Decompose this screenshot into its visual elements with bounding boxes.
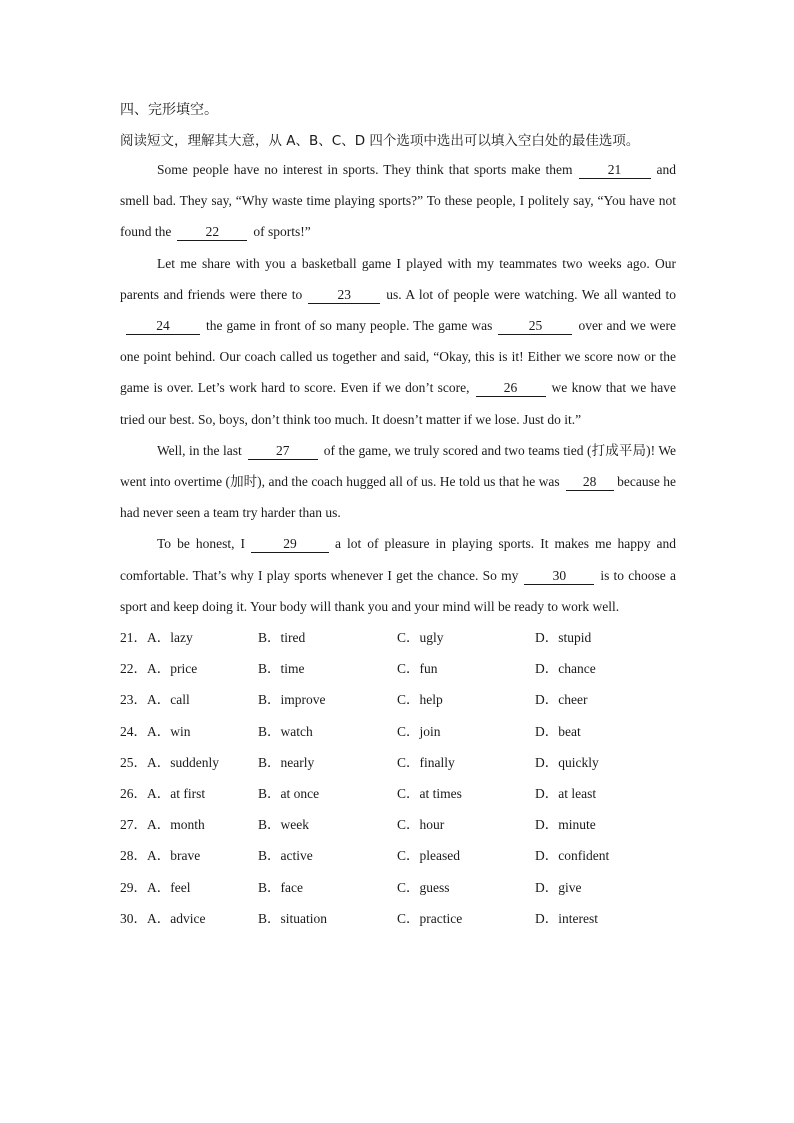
option-a: 22．A．price [120, 661, 198, 677]
option-d: D．cheer [535, 692, 588, 708]
blank-23: 23 [308, 287, 380, 304]
text: Well, in the last [157, 442, 242, 458]
text: of sports!” [253, 224, 311, 240]
worksheet-page [120, 96, 676, 934]
blank-29: 29 [251, 536, 329, 553]
option-b: B．watch [258, 723, 313, 739]
question-row-21 [120, 622, 676, 653]
text: of the game, we truly scored and two teams tied (打成平局)! We went into overtime (加时), and the coach hugged all of us. He told us that he was [120, 442, 676, 490]
option-b: B．at once [258, 785, 320, 801]
text: a lot of pleasure in playing sports. It makes me happy and comfortable. That’s why I play sports whenever I get the chance. So my [120, 536, 676, 583]
option-c: C．join [397, 723, 441, 739]
option-c: C．hour [397, 817, 445, 833]
question-row-27 [120, 809, 676, 840]
question-row-23 [120, 684, 676, 715]
option-b: B．week [258, 817, 309, 833]
option-d: D．stupid [535, 630, 592, 646]
options-list [120, 622, 676, 934]
text: we know that we have tried our best. So, boys, don’t think too much. It doesn’t matter if we lose. Just do it.” [120, 380, 676, 427]
question-row-30 [120, 903, 676, 934]
option-d: D．confident [535, 848, 610, 864]
section-title: 四、完形填空。 [120, 102, 218, 118]
option-c: C．at times [397, 785, 462, 801]
blank-27: 27 [248, 443, 318, 460]
option-a: 28．A．brave [120, 848, 201, 864]
option-d: D．at least [535, 785, 597, 801]
option-b: B．face [258, 879, 303, 895]
option-d: D．quickly [535, 754, 599, 770]
text: us. A lot of people were watching. We all wanted to [386, 286, 676, 302]
option-b: B．improve [258, 692, 326, 708]
option-a: 21．A．lazy [120, 630, 193, 646]
blank-30: 30 [524, 568, 594, 585]
text: is to choose a sport and keep doing it. Your body will thank you and your mind will be ready to work well. [120, 567, 676, 614]
text: over and we were one point behind. Our coach called us together and said, “Okay, this is it! Either we score now or the game is over. Let’s work hard to score. Even if we don’t score, [120, 318, 677, 396]
blank-26: 26 [476, 380, 546, 397]
blank-25: 25 [498, 318, 572, 335]
option-d: D．interest [535, 910, 598, 926]
question-row-28 [120, 840, 676, 871]
text: the game in front of so many people. The game was [206, 318, 493, 334]
question-row-24 [120, 716, 676, 747]
option-b: B．active [258, 848, 313, 864]
option-c: C．fun [397, 661, 438, 677]
blank-24: 24 [126, 318, 200, 335]
option-d: D．beat [535, 723, 581, 739]
option-a: 27．A．month [120, 817, 205, 833]
paragraph-1 [120, 154, 676, 248]
question-row-22 [120, 653, 676, 684]
question-row-25 [120, 747, 676, 778]
paragraph-4 [120, 528, 676, 622]
text: To be honest, I [157, 536, 245, 552]
option-c: C．finally [397, 754, 455, 770]
option-a: 30．A．advice [120, 910, 206, 926]
text: and smell bad. They say, “Why waste time playing sports?” To these people, I politely say, “You have not found the [120, 162, 676, 240]
option-c: C．practice [397, 910, 463, 926]
option-c: C．ugly [397, 630, 444, 646]
option-a: 26．A．at first [120, 785, 206, 801]
text: Let me share with you a basketball game I played with my teammates two weeks ago. Our parents and friends were there to [120, 255, 676, 302]
option-d: D．give [535, 879, 582, 895]
option-b: B．nearly [258, 754, 315, 770]
instruction-text: 阅读短文，理解其大意，从 A、B、C、D 四个选项中选出可以填入空白处的最佳选项。 [120, 133, 640, 149]
option-d: D．minute [535, 817, 596, 833]
blank-28: 28 [566, 474, 614, 491]
text: because he had never seen a team try harder than us. [120, 474, 677, 521]
question-row-26 [120, 778, 676, 809]
option-b: B．time [258, 661, 305, 677]
option-c: C．help [397, 692, 443, 708]
text: Some people have no interest in sports. They think that sports make them [157, 162, 573, 177]
option-a: 23．A．call [120, 692, 190, 708]
option-a: 24．A．win [120, 723, 191, 739]
option-a: 25．A．suddenly [120, 754, 219, 770]
blank-22: 22 [177, 224, 247, 241]
option-b: B．tired [258, 630, 306, 646]
option-c: C．pleased [397, 848, 460, 864]
paragraph-2 [120, 248, 676, 435]
paragraph-3 [120, 435, 676, 529]
option-a: 29．A．feel [120, 879, 191, 895]
option-b: B．situation [258, 910, 328, 926]
blank-21: 21 [579, 162, 651, 179]
option-c: C．guess [397, 879, 450, 895]
question-row-29 [120, 872, 676, 903]
option-d: D．chance [535, 661, 596, 677]
